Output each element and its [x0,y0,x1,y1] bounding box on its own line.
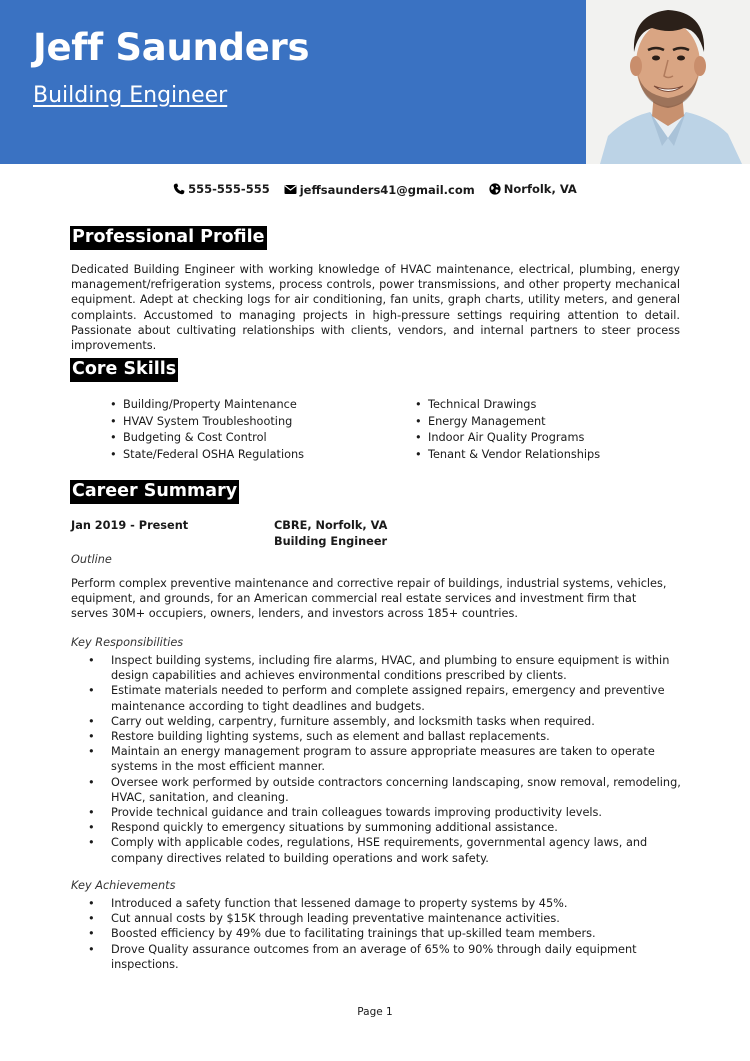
portrait-image [586,0,750,164]
section-heading-profile: Professional Profile [70,226,267,250]
job-outline: Perform complex preventive maintenance and corrective repair of buildings, industrial systems, vehicles, equipment, and grounds, for an American commercial real estate services and investment firm that serves 30M+ occupiers, owners, lenders, and investors across 185+ countries. [71,577,667,621]
list-item: • Drove Quality assurance outcomes from an average of 65% to 90% through daily equipment inspections. [71,942,681,972]
list-item: • Respond quickly to emergency situations by summoning additional assistance. [71,820,681,835]
list-item: • Restore building lighting systems, such as element and ballast replacements. [71,729,681,744]
profile-summary: Dedicated Building Engineer with working knowledge of HVAC maintenance, electrical, plumbing, energy management/refrigeration systems, process controls, power transmissions, and other property mechanical equipment. Adept at checking logs for air conditioning, fan units, graph charts, utility meters, and general complaints. Accustomed to managing projects in high-pressure settings requiring attention to detail. Passionate about cultivating relationships with clients, vendors, and internal partners to steer process improvements. [71,263,680,353]
skills-list-right [415,397,600,463]
job-company: CBRE, Norfolk, VA [274,519,388,532]
contact-email[interactable] [284,183,475,197]
list-item: • Estimate materials needed to perform and complete assigned repairs, emergency and preventive maintenance according to tight deadlines and budgets. [71,683,681,713]
list-item: • Introduced a safety function that lessened damage to property systems by 45%. [71,896,681,911]
responsibilities-list [71,653,681,866]
list-item: • Oversee work performed by outside contractors concerning landscaping, snow removal, remodeling, HVAC, sanitation, and cleaning. [71,775,681,805]
skill-item: • Budgeting & Cost Control [110,430,304,447]
list-item: • Maintain an energy management program to assure appropriate measures are taken to operate systems in the most efficient manner. [71,744,681,774]
skill-item: • Tenant & Vendor Relationships [415,447,600,464]
achievements-label: Key Achievements [71,879,176,892]
contact-location [489,182,577,196]
list-item: • Cut annual costs by $15K through leading preventative maintenance activities. [71,911,681,926]
skill-item: • Technical Drawings [415,397,600,414]
candidate-name: Jeff Saunders [33,26,310,69]
skill-item: • Building/Property Maintenance [110,397,304,414]
achievements-list [71,896,681,972]
list-item: • Provide technical guidance and train colleagues towards improving productivity levels. [71,805,681,820]
profile-photo [586,0,750,164]
location-text: Norfolk, VA [503,182,577,196]
section-heading-skills: Core Skills [70,358,178,382]
phone-text: 555-555-555 [188,182,270,196]
list-item: • Boosted efficiency by 49% due to facilitating trainings that up-skilled team members. [71,926,681,941]
envelope-icon [284,184,297,195]
skill-item: • Indoor Air Quality Programs [415,430,600,447]
outline-label: Outline [71,553,112,566]
skill-item: • HVAV System Troubleshooting [110,414,304,431]
section-heading-career: Career Summary [70,480,239,504]
list-item: • Carry out welding, carpentry, furniture assembly, and locksmith tasks when required. [71,714,681,729]
skills-list-left [110,397,304,463]
phone-icon [173,183,185,195]
responsibilities-label: Key Responsibilities [71,636,184,649]
contact-bar [0,182,750,198]
contact-phone[interactable] [173,182,270,196]
header-banner [0,0,586,164]
list-item: • Inspect building systems, including fire alarms, HVAC, and plumbing to ensure equipment is within design capabilities and achieves environmental conditions prescribed by clients. [71,653,681,683]
job-role: Building Engineer [274,535,388,548]
list-item: • Comply with applicable codes, regulations, HSE requirements, governmental agency laws, and company directives related to building operations and work safety. [71,835,681,865]
globe-icon [489,183,501,195]
skill-item: • State/Federal OSHA Regulations [110,447,304,464]
job-dates: Jan 2019 - Present [71,519,189,532]
job-title: Building Engineer [33,83,228,108]
email-text: jeffsaunders41@gmail.com [299,182,475,197]
page-number: Page 1 [357,1006,393,1018]
skill-item: • Energy Management [415,414,600,431]
